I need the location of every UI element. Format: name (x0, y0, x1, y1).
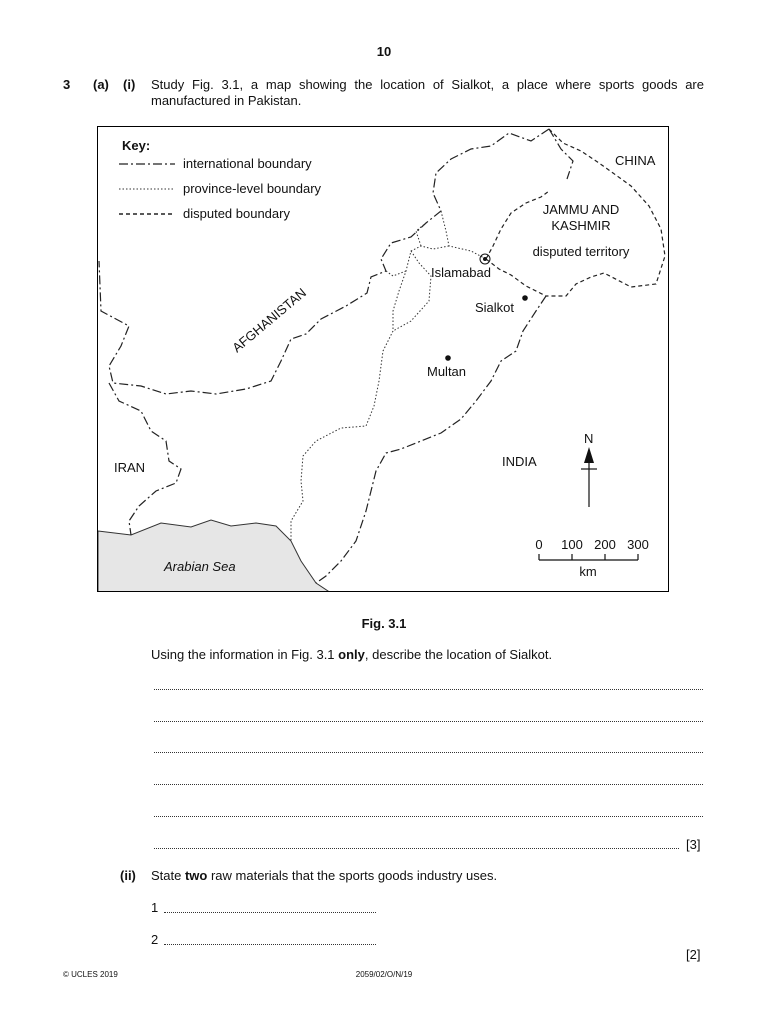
key-title: Key: (122, 138, 151, 153)
figure-caption: Fig. 3.1 (361, 616, 407, 631)
pakistan-iran-border (109, 383, 181, 535)
kashmir-label: KASHMIR (551, 218, 611, 233)
iran-label: IRAN (114, 460, 146, 475)
answer-line[interactable] (154, 848, 679, 849)
answer-line-1[interactable] (164, 912, 376, 913)
sialkot-marker (522, 295, 528, 301)
question-part: (a) (93, 77, 109, 92)
svg-text:200: 200 (594, 537, 616, 552)
key-province-label: province-level boundary (183, 181, 322, 196)
islamabad-label: Islamabad (431, 265, 491, 280)
answer-number-1: 1 (151, 900, 159, 915)
svg-text:300: 300 (627, 537, 649, 552)
footer-copyright: © UCLES 2019 (63, 970, 118, 979)
china-label: CHINA (615, 153, 656, 168)
marks-i: [3] (686, 837, 701, 852)
instruction-text: Using the information in Fig. 3.1 only, describe the location of Sialkot. (151, 647, 553, 662)
answer-line[interactable] (154, 784, 703, 785)
answer-line-2[interactable] (164, 944, 376, 945)
multan-marker (445, 355, 451, 361)
marks-ii: [2] (686, 947, 701, 962)
question-intro: Study Fig. 3.1, a map showing the location of Sialkot, a place where sports goods are manufactured in Pakistan. (151, 77, 704, 108)
svg-text:0: 0 (535, 537, 543, 552)
question-number: 3 (63, 77, 71, 92)
answer-line[interactable] (154, 721, 703, 722)
key-disputed-label: disputed boundary (183, 206, 290, 221)
india-label: INDIA (502, 454, 537, 469)
subquestion-i-label: (i) (123, 77, 136, 92)
sialkot-label: Sialkot (475, 300, 515, 315)
north-label: N (584, 431, 594, 446)
arabian-sea-label: Arabian Sea (164, 559, 236, 574)
answer-line[interactable] (154, 752, 703, 753)
page-number: 10 (376, 44, 392, 59)
pakistan-india-border (316, 296, 546, 583)
pakistan-west-border (99, 129, 549, 394)
disputed-territory-label: disputed territory (532, 244, 630, 259)
subquestion-ii-text: State two raw materials that the sports goods industry uses. (151, 868, 498, 883)
arabian-sea (98, 520, 331, 592)
answer-line[interactable] (154, 816, 703, 817)
afghanistan-label: AFGHANISTAN (229, 284, 310, 356)
svg-text:100: 100 (561, 537, 583, 552)
jammu-label: JAMMU AND (542, 202, 620, 217)
scale-unit-label: km (579, 564, 597, 579)
answer-line[interactable] (154, 689, 703, 690)
answer-number-2: 2 (151, 932, 159, 947)
multan-label: Multan (427, 364, 467, 379)
footer-code: 2059/02/O/N/19 (355, 970, 413, 979)
map-figure (97, 126, 669, 592)
key-international-label: international boundary (183, 156, 312, 171)
scale-bar (539, 554, 638, 560)
subquestion-ii-label: (ii) (120, 868, 136, 883)
china-border (549, 129, 573, 179)
